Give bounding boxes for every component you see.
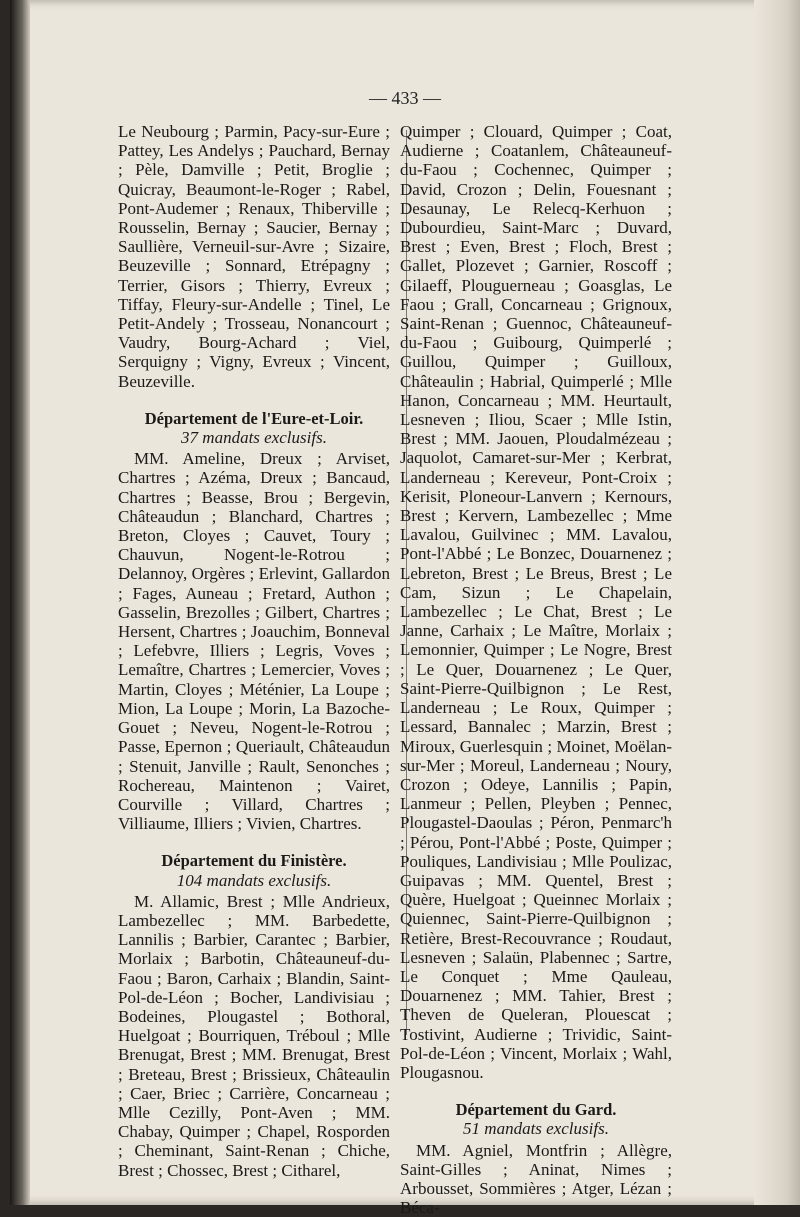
page-edge: [754, 0, 800, 1205]
mandates-count-gard: 51 mandats exclusifs.: [463, 1119, 609, 1139]
eure-list-end: Le Neubourg ; Parmin, Pacy-sur-Eure ; Pattey, Les Andelys ; Pauchard, Bernay ; Pèle, Damville ; Petit, Broglie ; Quicray, Beaumont-le-Roger ; Rabel, Pont-Audemer ; Renaux, Thiberville ; Rousselin, Bernay ; Saucier, Bernay ; Saullière, Verneuil-sur-Avre ; Sizaire, Beuzeville ; Sonnard, Etrépagny ; Terrier, Gisors ; Thierry, Evreux ; Tiffay, Fleury-sur-Andelle ; Tinel, Le Petit-Andely ; Trosseau, Nonancourt ; Vaudry, Bourg-Achard ; Viel, Serquigny ; Vigny, Evreux ; Vincent, Beuzeville.: [118, 122, 390, 391]
finistere-list-start: M. Allamic, Brest ; Mlle Andrieux, Lambezellec ; MM. Barbedette, Lannilis ; Barbier, Carantec ; Barbier, Morlaix ; Barbotin, Châteauneuf-du-Faou ; Baron, Carhaix ; Blandin, Saint-Pol-de-Léon ; Bocher, Landivisiau ; Bodeines, Plougastel ; Bothoral, Huelgoat ; Bourriquen, Tréboul ; Mlle Brenugat, Brest ; MM. Brenugat, Brest ; Breteau, Brest ; Brissieux, Châteaulin ; Caer, Briec ; Carrière, Concarneau ; Mlle Cezilly, Pont-Aven ; MM. Chabay, Quimper ; Chapel, Rosporden ; Cheminant, Saint-Renan ; Chiche, Brest ; Chossec, Brest ; Citharel,: [118, 891, 390, 1180]
section-heading-eure-et-loir: Département de l'Eure-et-Loir.: [144, 408, 364, 428]
finistere-list-continued: Quimper ; Clouard, Quimper ; Coat, Audierne ; Coatanlem, Châteauneuf-du-Faou ; Cochennec, Quimper ; David, Crozon ; Delin, Fouesnant ; Desaunay, Le Relecq-Kerhuon ; Dubourdieu, Saint-Marc ; Duvard, Brest ; Even, Brest ; Floch, Brest ; Gallet, Plozevet ; Garnier, Roscoff ; Gilaeff, Plouguerneau ; Goasglas, Le Faou ; Grall, Concarneau ; Grignoux, Saint-Renan ; Guennoc, Châteauneuf-du-Faou ; Guibourg, Quimperlé ; Guillou, Quimper ; Guilloux, Châteaulin ; Habrial, Quimperlé ; Mlle Hanon, Concarneau ; MM. Heurtault, Lesneven ; Iliou, Scaer ; Mlle Istin, Brest ; MM. Jaouen, Ploudalmézeau ; Jaquolot, Camaret-sur-Mer ; Kerbrat, Landerneau ; Kereveur, Pont-Croix ; Kerisit, Ploneour-Lanvern ; Kernours, Brest ; Kervern, Lambezellec ; Mme Lavalou, Guilvinec ; MM. Lavalou, Pont-l'Abbé ; Le Bonzec, Douarnenez ; Lebreton, Brest ; Le Breus, Brest ; Le Cam, Sizun ; Le Chapelain, Lambezellec ; Le Chat, Brest ; Le Janne, Carhaix ; Le Maître, Morlaix ; Lemonnier, Quimper ; Le Nogre, Brest ; Le Quer, Douarnenez ; Le Quer, Saint-Pierre-Quilbignon ; Le Rest, Landerneau ; Le Roux, Quimper ; Lessard, Bannalec ; Marzin, Brest ; Miroux, Guerlesquin ; Moinet, Moëlan-sur-Mer ; Moreul, Landerneau ; Noury, Crozon ; Odeye, Lannilis ; Papin, Lanmeur ; Pellen, Pleyben ; Pennec, Plougastel-Daoulas ; Péron, Penmarc'h ; Pérou, Pont-l'Abbé ; Poste, Quimper ; Pouliques, Landivisiau ; Mlle Poulizac, Guipavas ; MM. Quentel, Brest ; Quère, Huelgoat ; Queinnec Morlaix ; Quiennec, Saint-Pierre-Quilbignon ; Retière, Brest-Recouvrance ; Roudaut, Lesneven ; Salaün, Plabennec ; Sartre, Le Conquet ; Mme Qauleau, Douarnenez ; MM. Tahier, Brest ; Theven de Queleran, Plouescat ; Tostivint, Audierne ; Trividic, Saint-Pol-de-Léon ; Vincent, Morlaix ; Wahl, Plougasnou.: [400, 122, 672, 1082]
book-spine: [10, 0, 30, 1205]
mandates-count-finistere: 104 mandats exclusifs.: [176, 870, 332, 890]
gard-list-start: MM. Agniel, Montfrin ; Allègre, Saint-Gilles ; Aninat, Nimes ; Arbousset, Sommières ; Atger, Lézan ; Béca-: [400, 1140, 672, 1217]
eure-et-loir-list: MM. Ameline, Dreux ; Arviset, Chartres ; Azéma, Dreux ; Bancaud, Chartres ; Beasse, Brou ; Bergevin, Châteaudun ; Blanchard, Chartres ; Breton, Cloyes ; Cauvet, Toury ; Chauvun, Nogent-le-Rotrou ; Delannoy, Orgères ; Erlevint, Gallardon ; Fages, Auneau ; Fretard, Authon ; Gasselin, Brezolles ; Gilbert, Chartres ; Hersent, Chartres ; Joauchim, Bonneval ; Lefebvre, Illiers ; Legris, Voves ; Lemaître, Chartres ; Lemercier, Voves ; Martin, Cloyes ; Méténier, La Loupe ; Mion, La Loupe ; Morin, La Bazoche-Gouet ; Neveu, Nogent-le-Rotrou ; Passe, Epernon ; Queriault, Châteaudun ; Stenuit, Janville ; Rault, Senonches ; Rochereau, Maintenon ; Vairet, Courville ; Villard, Chartres ; Villiaume, Illiers ; Vivien, Chartres.: [118, 449, 390, 834]
page-number: — 433 —: [369, 88, 441, 108]
section-heading-gard: Département du Gard.: [455, 1100, 617, 1120]
mandates-count-eure-et-loir: 37 mandats exclusifs.: [181, 428, 327, 448]
section-heading-finistere: Département du Finistère.: [161, 851, 347, 871]
book-page: [10, 0, 800, 1217]
right-column: [400, 122, 672, 1217]
left-column: [118, 122, 390, 1180]
